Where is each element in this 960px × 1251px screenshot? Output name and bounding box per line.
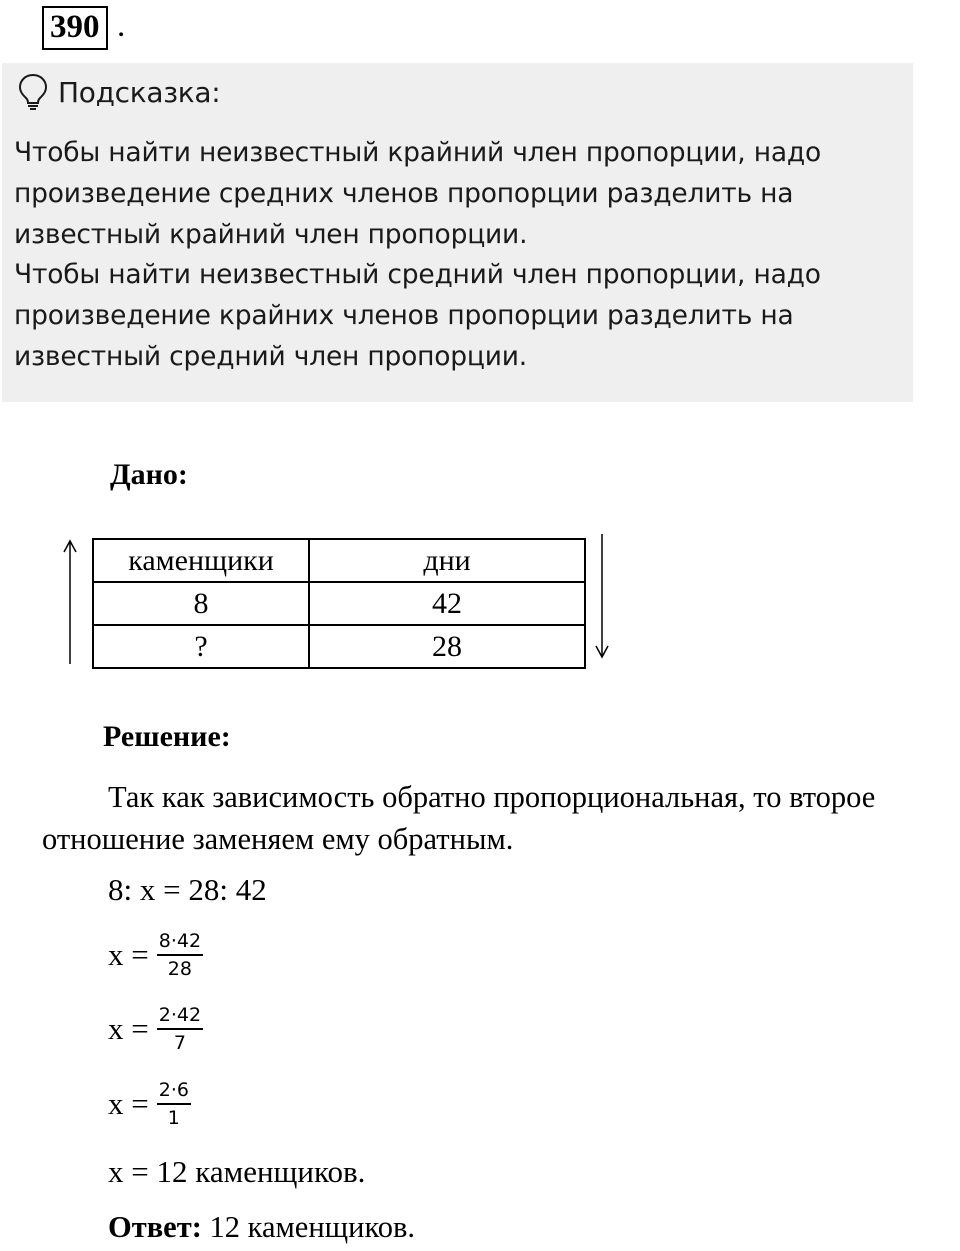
equation-lhs: x = (108, 1086, 149, 1121)
fraction (157, 1079, 191, 1129)
solution-paragraph (42, 776, 957, 860)
fraction-denominator: 1 (167, 1107, 180, 1129)
hint-header (18, 73, 220, 111)
arrow-down-icon (594, 532, 610, 660)
lightbulb-icon (18, 73, 48, 111)
fraction-denominator: 7 (173, 1032, 186, 1054)
table-row (93, 625, 585, 668)
table-row (93, 582, 585, 625)
exercise-number-dot: . (117, 8, 126, 44)
hint-line: известный средний член пропорции. (14, 340, 528, 372)
fraction (157, 1004, 203, 1054)
hint-line: произведение крайних членов пропорции разделить на (14, 300, 794, 332)
solution-heading: Решение: (103, 720, 231, 753)
paragraph-line: отношение заменяем ему обратным. (42, 822, 514, 856)
hint-text (14, 133, 904, 378)
fraction-denominator: 28 (167, 958, 192, 980)
equation-lhs: x = (108, 1011, 149, 1046)
hint-line: Чтобы найти неизвестный средний член пропорции, надо (14, 259, 821, 291)
equation-step (108, 930, 203, 980)
equation-lhs: x = (108, 937, 149, 972)
answer-line (108, 1210, 415, 1245)
hint-title: Подсказка: (58, 75, 221, 109)
fraction-numerator: 2·42 (157, 1004, 203, 1030)
proportion-equation: 8: x = 28: 42 (108, 872, 267, 907)
table-header-row (93, 539, 585, 582)
table-header-cell: каменщики (93, 539, 309, 582)
given-table (92, 538, 586, 669)
table-header-cell: дни (309, 539, 585, 582)
hint-line: известный крайний член пропорции. (14, 218, 528, 250)
fraction (157, 930, 203, 980)
answer-value: 12 каменщиков. (201, 1210, 416, 1244)
exercise-number (42, 6, 108, 50)
hint-line: произведение средних членов пропорции разделить на (14, 177, 794, 209)
exercise-number-value: 390 (50, 9, 100, 45)
answer-label: Ответ: (108, 1210, 202, 1244)
arrow-up-icon (62, 538, 78, 666)
hint-line: Чтобы найти неизвестный крайний член пропорции, надо (14, 137, 822, 168)
table-cell: 28 (309, 625, 585, 668)
table-cell: 8 (93, 582, 309, 625)
fraction-numerator: 2·6 (157, 1079, 191, 1105)
equation-step (108, 1004, 203, 1054)
paragraph-line: Так как зависимость обратно пропорциональная, то второе (108, 780, 876, 814)
given-heading: Дано: (110, 458, 188, 491)
fraction-numerator: 8·42 (157, 930, 203, 956)
table-cell: 42 (309, 582, 585, 625)
table-cell: ? (93, 625, 309, 668)
equation-step (108, 1079, 191, 1129)
result-equation: x = 12 каменщиков. (108, 1154, 366, 1189)
hint-box (2, 63, 913, 402)
